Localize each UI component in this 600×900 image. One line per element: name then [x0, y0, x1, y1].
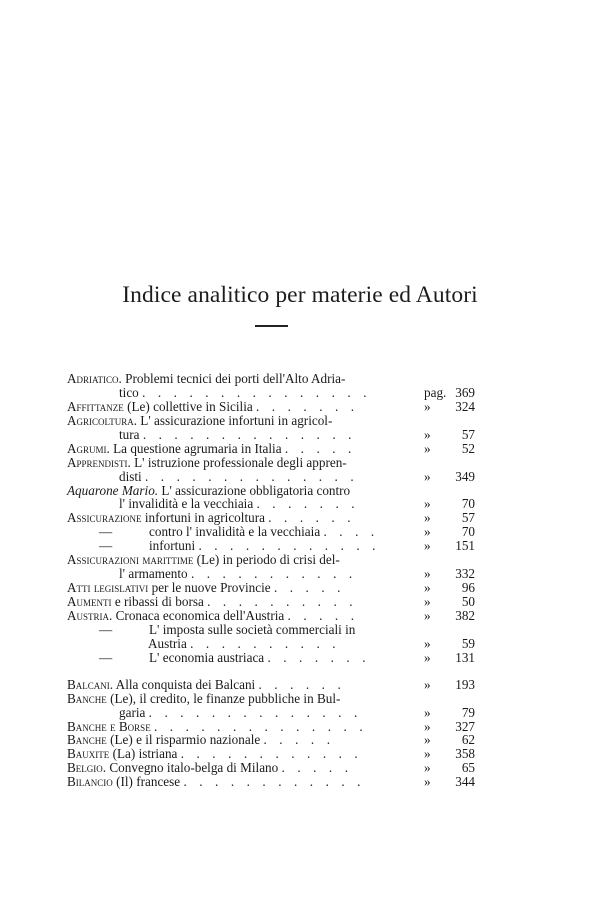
- index-entry: [67, 720, 475, 734]
- entry-description: infortuni: [149, 538, 196, 554]
- index-entry: [67, 747, 475, 761]
- page-number: 50: [461, 594, 475, 609]
- entry-heading: Agrumi.: [67, 440, 110, 456]
- entry-text: [67, 581, 345, 595]
- entry-text: [99, 623, 355, 637]
- index-entry: [67, 428, 475, 442]
- index-entry: [67, 581, 475, 595]
- page-number: 324: [455, 398, 475, 414]
- entry-dash: —: [99, 621, 113, 637]
- entry-heading: Belgio.: [67, 760, 107, 776]
- entry-description: Cronaca economica dell'Austria: [115, 607, 285, 623]
- page-marker: »: [424, 649, 431, 665]
- page-marker: »: [424, 580, 431, 596]
- entry-heading: Banche: [67, 732, 107, 748]
- index-entry: [67, 733, 475, 747]
- index-entry: [67, 553, 475, 567]
- entry-text: [119, 497, 359, 511]
- page-number: 96: [461, 580, 475, 596]
- entry-description: e ribassi di borsa: [114, 594, 204, 609]
- leader-dots: . . . . . . . . . . . . . . .: [142, 384, 372, 400]
- entry-description: Problemi tecnici dei porti dell'Alto Adria-: [125, 371, 346, 386]
- leader-dots: . . . . . . . . . . . .: [198, 538, 381, 554]
- entry-description: (Le) in periodo di crisi del-: [196, 552, 340, 568]
- entry-text: [148, 637, 340, 651]
- index-entry: [67, 609, 475, 623]
- page-marker: »: [424, 607, 431, 623]
- entry-description: L' economia austriaca: [149, 649, 265, 665]
- page-marker: »: [424, 746, 431, 762]
- leader-dots: . . . .: [323, 524, 379, 540]
- entry-heading: Affittanze: [67, 398, 124, 414]
- page-marker: »: [424, 676, 431, 692]
- leader-dots: . . . . . . .: [256, 398, 359, 414]
- entry-description: (Il) francese: [116, 774, 181, 790]
- page-number: 344: [455, 774, 475, 790]
- page-number: 131: [455, 649, 475, 665]
- entry-text: [67, 733, 335, 747]
- page-marker: »: [424, 538, 431, 554]
- index-entry: [67, 525, 475, 539]
- entry-heading: Agricoltura.: [67, 412, 137, 428]
- leader-dots: . . . . . . . . . . . . . .: [154, 718, 368, 734]
- entry-heading: Bauxite: [67, 746, 110, 762]
- entry-text: [67, 511, 355, 525]
- entry-text: [67, 692, 340, 706]
- page-number: 327: [455, 718, 475, 734]
- entry-text: [99, 525, 379, 539]
- entry-text: [67, 609, 359, 623]
- entry-text: [119, 428, 356, 442]
- entry-text: [67, 775, 365, 789]
- page-number: 151: [455, 538, 475, 554]
- entry-description: Alla conquista dei Balcani: [115, 676, 256, 692]
- entry-description: Convegno italo-belga di Milano: [109, 760, 279, 776]
- entry-text: [67, 720, 367, 734]
- page-marker: »: [424, 510, 431, 526]
- leader-dots: . . . . . .: [268, 510, 356, 526]
- entry-text: [99, 539, 380, 553]
- index-entry: [67, 651, 475, 665]
- leader-dots: . . . . .: [287, 607, 359, 623]
- leader-dots: . . . . .: [281, 760, 353, 776]
- page-number: 62: [461, 732, 475, 748]
- page-marker: »: [424, 732, 431, 748]
- entry-heading: Banche: [67, 690, 107, 706]
- entry-heading: Austria.: [67, 607, 113, 623]
- index-entry: [67, 706, 475, 720]
- page-marker: »: [424, 635, 431, 651]
- entry-description: (Le) collettive in Sicilia: [127, 398, 253, 414]
- entry-description: contro l' invalidità e la vecchiaia: [149, 524, 321, 540]
- entry-heading: Assicurazioni marittime: [67, 552, 194, 568]
- page-number: 70: [461, 496, 475, 512]
- entry-text: [119, 567, 357, 581]
- page-number: 52: [461, 440, 475, 456]
- page-marker: »: [424, 398, 431, 414]
- entry-heading: Apprendisti.: [67, 454, 131, 470]
- entry-description: disti: [119, 468, 142, 484]
- page-marker: »: [424, 524, 431, 540]
- entry-heading: Banche e Borse: [67, 718, 151, 734]
- entry-dash: —: [99, 524, 113, 540]
- entry-heading: Bilancio: [67, 774, 113, 790]
- entry-description: tura: [119, 426, 140, 442]
- leader-dots: . . . . . . . . . . . . . .: [148, 704, 362, 720]
- leader-dots: . . . . .: [284, 440, 356, 456]
- title-rule: [255, 325, 288, 327]
- page-marker: »: [424, 718, 431, 734]
- entry-heading: Adriatico.: [67, 371, 122, 386]
- index-entry: [67, 442, 475, 456]
- entry-text: [119, 470, 358, 484]
- index-entry: [67, 470, 475, 484]
- entry-text: [67, 595, 357, 609]
- entry-text: [67, 456, 347, 470]
- leader-dots: . . . . . . . . . .: [190, 635, 341, 651]
- entry-description: Austria: [148, 635, 187, 651]
- entry-text: [67, 761, 353, 775]
- entry-description: per le nuove Provincie: [151, 580, 271, 596]
- index-entry: [67, 511, 475, 525]
- index-entry: [67, 678, 475, 692]
- entry-text: [119, 706, 362, 720]
- index-entry: [67, 567, 475, 581]
- entry-text: [99, 651, 370, 665]
- entry-description: infortuni in agricoltura: [144, 510, 265, 526]
- leader-dots: . . . . . . .: [267, 649, 371, 665]
- leader-dots: . . . . . . . . . . . . . .: [145, 468, 359, 484]
- entry-text: [67, 442, 356, 456]
- entry-heading: Aumenti: [67, 594, 112, 609]
- entry-text: [67, 372, 345, 386]
- entry-text: [67, 553, 340, 567]
- entry-description: garia: [119, 704, 146, 720]
- entry-description: La questione agrumaria in Italia: [113, 440, 282, 456]
- index-entry: [67, 414, 475, 428]
- page-number: 57: [461, 426, 475, 442]
- page-marker: »: [424, 426, 431, 442]
- index-entry: [67, 456, 475, 470]
- entry-text: [67, 678, 345, 692]
- entry-heading: Aquarone Mario.: [67, 482, 159, 498]
- page-marker: »: [424, 566, 431, 582]
- entry-heading: Assicurazione: [67, 510, 142, 526]
- page-number: 369: [455, 384, 475, 400]
- entry-description: (Le) e il risparmio nazionale: [110, 732, 261, 748]
- entry-dash: —: [99, 649, 113, 665]
- page-number: 193: [455, 676, 475, 692]
- entry-description: (Le), il credito, le finanze pubbliche in Bul-: [110, 690, 341, 706]
- index-entry: [67, 775, 475, 789]
- leader-dots: . . . . . .: [258, 676, 346, 692]
- page-number: 382: [455, 607, 475, 623]
- entry-description: L' assicurazione infortuni in agricol-: [140, 412, 333, 428]
- page-number: 79: [461, 704, 475, 720]
- index-entry: [67, 386, 475, 400]
- page-number: 59: [461, 635, 475, 651]
- entry-text: [119, 386, 371, 400]
- entry-description: l' armamento: [119, 566, 188, 582]
- entry-description: L' imposta sulle società commerciali in: [149, 621, 356, 637]
- index-entry: [67, 484, 475, 498]
- page-marker: »: [424, 774, 431, 790]
- leader-dots: . . . . .: [263, 732, 335, 748]
- page-number: 358: [455, 746, 475, 762]
- leader-dots: . . . . . . . . . . . .: [180, 746, 363, 762]
- leader-dots: . . . . . . . . . . .: [190, 566, 357, 582]
- leader-dots: . . . . . . . . . .: [207, 594, 358, 609]
- entry-description: (La) istriana: [112, 746, 178, 762]
- index-entry: [67, 761, 475, 775]
- page-marker: »: [424, 440, 431, 456]
- entry-text: [67, 484, 350, 498]
- leader-dots: . . . . .: [273, 580, 346, 596]
- page-title: Indice analitico per materie ed Autori: [122, 282, 478, 308]
- page-marker: pag.: [424, 384, 447, 400]
- index-entry: [67, 692, 475, 706]
- page-marker: »: [424, 760, 431, 776]
- entry-description: L' istruzione professionale degli appren-: [134, 454, 347, 470]
- page-number: 332: [455, 566, 475, 582]
- index-entry: [67, 372, 475, 386]
- page-number: 65: [461, 760, 475, 776]
- page-marker: »: [424, 594, 431, 609]
- index-entry: [67, 497, 475, 511]
- page-number: 70: [461, 524, 475, 540]
- entry-text: [67, 414, 332, 428]
- index-entry: [67, 637, 475, 651]
- index-entry: [67, 539, 475, 553]
- entry-heading: Atti legislativi: [67, 580, 149, 596]
- leader-dots: . . . . . . .: [256, 496, 360, 512]
- entry-text: [67, 747, 362, 761]
- page-marker: »: [424, 468, 431, 484]
- entry-text: [67, 400, 359, 414]
- leader-dots: . . . . . . . . . . . . . .: [142, 426, 357, 442]
- entry-description: L' assicurazione obbligatoria contro: [161, 482, 351, 498]
- index-list: [67, 372, 475, 789]
- index-entry: [67, 400, 475, 414]
- page-marker: »: [424, 496, 431, 512]
- page-number: 349: [455, 468, 475, 484]
- entry-heading: Balcani.: [67, 676, 114, 692]
- page-marker: »: [424, 704, 431, 720]
- page-number: 57: [461, 510, 475, 526]
- index-entry: [67, 623, 475, 637]
- entry-dash: —: [99, 538, 113, 554]
- index-entry: [67, 595, 475, 609]
- leader-dots: . . . . . . . . . . . .: [183, 774, 366, 790]
- entry-description: tico: [119, 384, 139, 400]
- entry-description: l' invalidità e la vecchiaia: [119, 496, 254, 512]
